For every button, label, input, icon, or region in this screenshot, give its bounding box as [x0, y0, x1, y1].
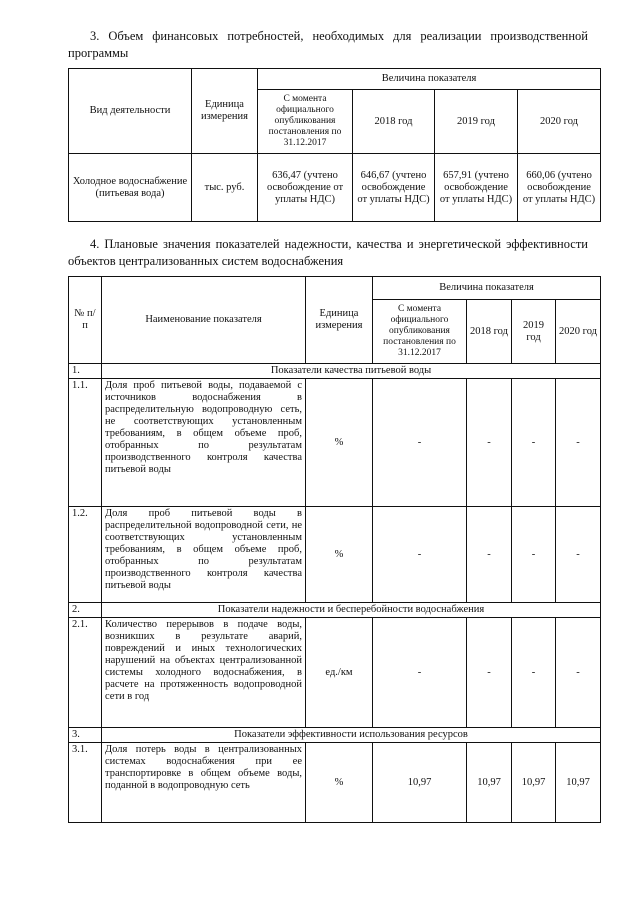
- cell-unit: %: [306, 507, 373, 603]
- header-unit: Единица измерения: [306, 277, 373, 364]
- indicator-name: Количество перерывов в подаче воды, возникших в результате аварий, повреждений и иных технологических нарушений на объектах централизованной системы холодного водоснабжения, в расчете на протяженность водопроводной сети в год: [102, 618, 306, 728]
- section3-heading: 3. Объем финансовых потребностей, необходимых для реализации производственной программы: [68, 29, 588, 60]
- header-value: Величина показателя: [373, 277, 601, 300]
- table-row: [69, 154, 601, 222]
- header-name: Наименование показателя: [102, 277, 306, 364]
- group-number: 1.: [69, 364, 102, 379]
- row-number: 1.1.: [69, 379, 102, 507]
- indicator-name: Доля проб питьевой воды, подаваемой с источников водоснабжения в распределительную водопроводную сеть, не соответствующих установленным требованиям, в общем объеме проб, отобранных по результатам производственного контроля качества питьевой воды: [102, 379, 306, 507]
- header-moment: С момента официального опубликования постановления по 31.12.2017: [258, 90, 353, 154]
- group-title: Показатели надежности и бесперебойности водоснабжения: [102, 603, 601, 618]
- cell-2019: -: [512, 618, 556, 728]
- financial-needs-table: [68, 68, 601, 222]
- cell-unit: %: [306, 743, 373, 823]
- indicator-name: Доля потерь воды в централизованных системах водоснабжения при ее транспортировке в общем объеме воды, поданной в водопроводную сеть: [102, 743, 306, 823]
- header-2020: 2020 год: [556, 300, 601, 364]
- table-row: [69, 379, 601, 507]
- header-num: № п/п: [69, 277, 102, 364]
- group-row: [69, 728, 601, 743]
- indicators-table: [68, 276, 601, 823]
- row-number: 3.1.: [69, 743, 102, 823]
- table-row: [69, 618, 601, 728]
- cell-2020: 660,06 (учтено освобождение от уплаты НДС): [518, 154, 601, 222]
- header-2020: 2020 год: [518, 90, 601, 154]
- cell-2020: -: [556, 507, 601, 603]
- header-activity: Вид деятельности: [69, 69, 192, 154]
- header-2018: 2018 год: [353, 90, 435, 154]
- table-row: [69, 507, 601, 603]
- cell-2019: -: [512, 379, 556, 507]
- row-number: 1.2.: [69, 507, 102, 603]
- section4-heading: 4. Плановые значения показателей надежности, качества и энергетической эффективности объектов централизованных систем водоснабжения: [68, 237, 588, 268]
- group-row: [69, 603, 601, 618]
- header-2019: 2019 год: [512, 300, 556, 364]
- group-number: 3.: [69, 728, 102, 743]
- cell-moment: 636,47 (учтено освобождение от уплаты НДС): [258, 154, 353, 222]
- indicator-name: Доля проб питьевой воды в распределительной водопроводной сети, не соответствующих установленным требованиям, в общем объеме проб, отобранных по результатам производственного контроля качества питьевой воды: [102, 507, 306, 603]
- group-title: Показатели эффективности использования ресурсов: [102, 728, 601, 743]
- cell-2020: -: [556, 618, 601, 728]
- cell-unit: тыс. руб.: [192, 154, 258, 222]
- cell-2019: 10,97: [512, 743, 556, 823]
- header-unit: Единица измерения: [192, 69, 258, 154]
- row-number: 2.1.: [69, 618, 102, 728]
- cell-unit: %: [306, 379, 373, 507]
- cell-unit: ед./км: [306, 618, 373, 728]
- cell-2018: -: [467, 618, 512, 728]
- cell-2019: 657,91 (учтено освобождение от уплаты НДС): [435, 154, 518, 222]
- header-2019: 2019 год: [435, 90, 518, 154]
- indicators-body: [69, 364, 601, 823]
- cell-2018: 10,97: [467, 743, 512, 823]
- cell-2018: -: [467, 379, 512, 507]
- table-row: [69, 743, 601, 823]
- group-title: Показатели качества питьевой воды: [102, 364, 601, 379]
- cell-moment: -: [373, 507, 467, 603]
- cell-2019: -: [512, 507, 556, 603]
- cell-activity: Холодное водоснабжение (питьевая вода): [69, 154, 192, 222]
- cell-moment: 10,97: [373, 743, 467, 823]
- cell-moment: -: [373, 618, 467, 728]
- header-value: Величина показателя: [258, 69, 601, 90]
- cell-2020: 10,97: [556, 743, 601, 823]
- header-2018: 2018 год: [467, 300, 512, 364]
- cell-2018: 646,67 (учтено освобождение от уплаты НДС): [353, 154, 435, 222]
- cell-2018: -: [467, 507, 512, 603]
- cell-moment: -: [373, 379, 467, 507]
- cell-2020: -: [556, 379, 601, 507]
- group-number: 2.: [69, 603, 102, 618]
- header-moment: С момента официального опубликования постановления по 31.12.2017: [373, 300, 467, 364]
- group-row: [69, 364, 601, 379]
